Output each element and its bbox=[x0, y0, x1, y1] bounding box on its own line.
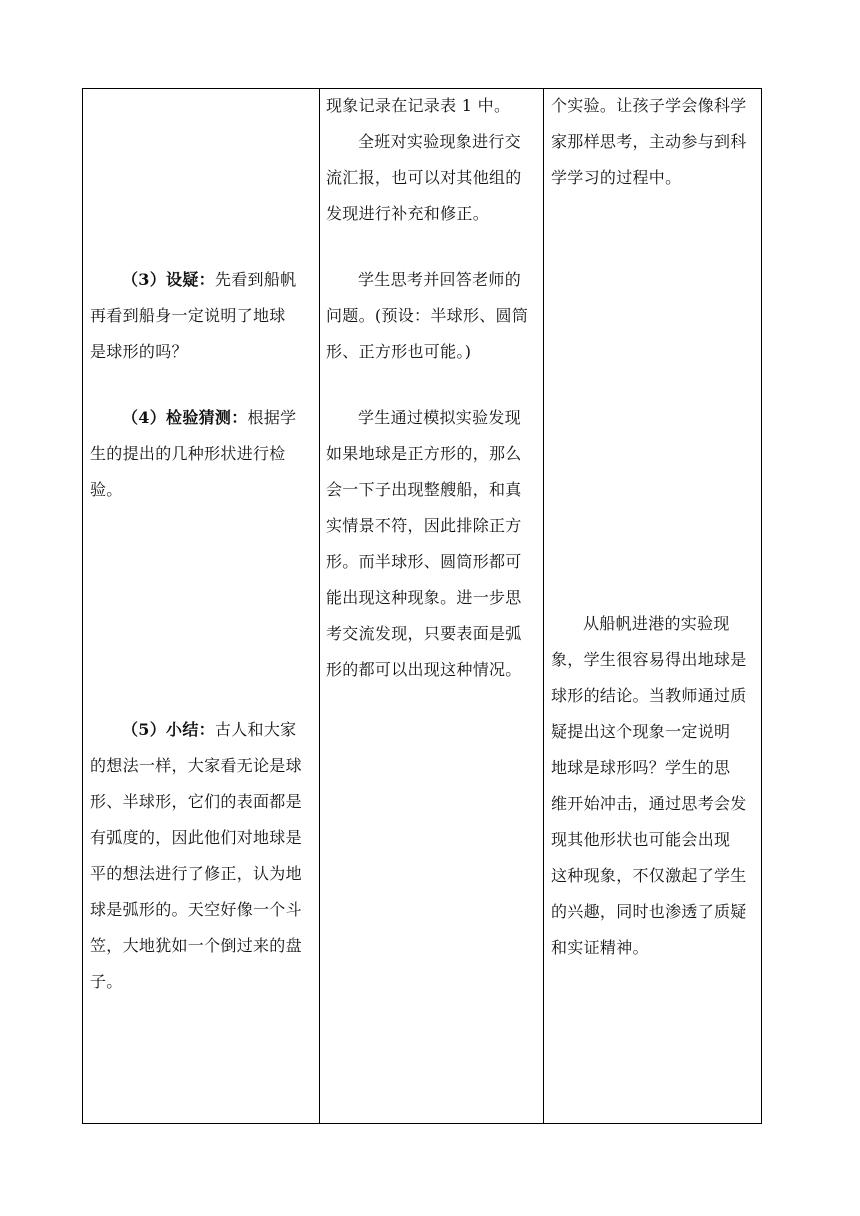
analysis-line-4: 疑提出这个现象一定说明 bbox=[551, 722, 731, 741]
summary-text-line-6: 球是弧形的。天空好像一个斗 bbox=[90, 900, 302, 919]
summary-text-line-4: 有弧度的，因此他们对地球是 bbox=[90, 828, 302, 847]
left-paragraph-summary-line-1 bbox=[90, 712, 302, 748]
test-guess-text-line-1: 根据学 bbox=[247, 408, 297, 427]
report-line-3: 发现进行补充和修正。 bbox=[326, 204, 490, 223]
simulation-line-8: 形的都可以出现这种情况。 bbox=[326, 660, 522, 679]
test-guess-label: （4）检验猜测： bbox=[122, 408, 248, 427]
analysis-line-2: 象，学生很容易得出地球是 bbox=[551, 650, 747, 669]
doubt-text-line-3: 是球形的吗？ bbox=[90, 342, 188, 361]
record-line-1: 现象记录在记录表 1 中。 bbox=[326, 96, 511, 115]
summary-text-line-2: 的想法一样，大家看无论是球 bbox=[90, 756, 302, 775]
think-line-1: 学生思考并回答老师的 bbox=[358, 270, 522, 289]
analysis-line-7: 现其他形状也可能会出现 bbox=[551, 830, 731, 849]
middle-paragraph-think bbox=[326, 262, 528, 370]
analysis-line-6: 维开始冲击，通过思考会发 bbox=[551, 794, 747, 813]
right-paragraph-analysis bbox=[551, 606, 747, 966]
simulation-line-1: 学生通过模拟实验发现 bbox=[358, 408, 522, 427]
analysis-line-1: 从船帆进港的实验现 bbox=[583, 614, 730, 633]
middle-paragraph-record bbox=[326, 88, 510, 124]
report-line-2: 流汇报，也可以对其他组的 bbox=[326, 168, 522, 187]
summary-label: （5）小结： bbox=[122, 720, 215, 739]
simulation-line-3: 会一下子出现整艘船，和真 bbox=[326, 480, 522, 499]
summary-text-line-1: 古人和大家 bbox=[214, 720, 297, 739]
think-line-3: 形、正方形也可能。) bbox=[326, 342, 472, 361]
summary-text-line-5: 平的想法进行了修正，认为地 bbox=[90, 864, 302, 883]
analysis-line-9: 的兴趣，同时也渗透了质疑 bbox=[551, 902, 747, 921]
intent-line-2: 家那样思考，主动参与到科 bbox=[551, 132, 747, 151]
analysis-line-10: 和实证精神。 bbox=[551, 938, 649, 957]
left-paragraph-doubt-line-1 bbox=[90, 262, 296, 298]
right-paragraph-intent bbox=[551, 88, 747, 196]
doubt-text-line-1: 先看到船帆 bbox=[214, 270, 297, 289]
left-paragraph-test-guess bbox=[90, 400, 296, 508]
test-guess-text-line-3: 验。 bbox=[90, 480, 123, 499]
middle-paragraph-simulation bbox=[326, 400, 522, 688]
simulation-line-7: 考交流发现，只要表面是弧 bbox=[326, 624, 522, 643]
analysis-line-3: 球形的结论。当教师通过质 bbox=[551, 686, 747, 705]
intent-line-1: 个实验。让孩子学会像科学 bbox=[551, 96, 747, 115]
think-line-2: 问题。(预设：半球形、圆筒 bbox=[326, 306, 529, 325]
left-paragraph-summary bbox=[90, 712, 302, 1000]
report-line-1: 全班对实验现象进行交 bbox=[358, 132, 522, 151]
column-divider-right bbox=[543, 89, 544, 1123]
doubt-text-line-2: 再看到船身一定说明了地球 bbox=[90, 306, 286, 325]
column-divider-left bbox=[319, 89, 320, 1123]
analysis-line-8: 这种现象，不仅激起了学生 bbox=[551, 866, 747, 885]
left-paragraph-doubt bbox=[90, 262, 296, 370]
test-guess-text-line-2: 生的提出的几种形状进行检 bbox=[90, 444, 286, 463]
doubt-label: （3）设疑： bbox=[122, 270, 215, 289]
middle-paragraph-report bbox=[326, 124, 522, 232]
summary-text-line-3: 形、半球形，它们的表面都是 bbox=[90, 792, 302, 811]
simulation-line-4: 实情景不符，因此排除正方 bbox=[326, 516, 522, 535]
simulation-line-5: 形。而半球形、圆筒形都可 bbox=[326, 552, 522, 571]
intent-line-3: 学学习的过程中。 bbox=[551, 168, 682, 187]
analysis-line-5: 地球是球形吗？学生的思 bbox=[551, 758, 731, 777]
simulation-line-6: 能出现这种现象。进一步思 bbox=[326, 588, 522, 607]
summary-text-line-8: 子。 bbox=[90, 972, 123, 991]
left-paragraph-test-guess-line-1 bbox=[90, 400, 296, 436]
simulation-line-2: 如果地球是正方形的，那么 bbox=[326, 444, 522, 463]
summary-text-line-7: 笠，大地犹如一个倒过来的盘 bbox=[90, 936, 302, 955]
